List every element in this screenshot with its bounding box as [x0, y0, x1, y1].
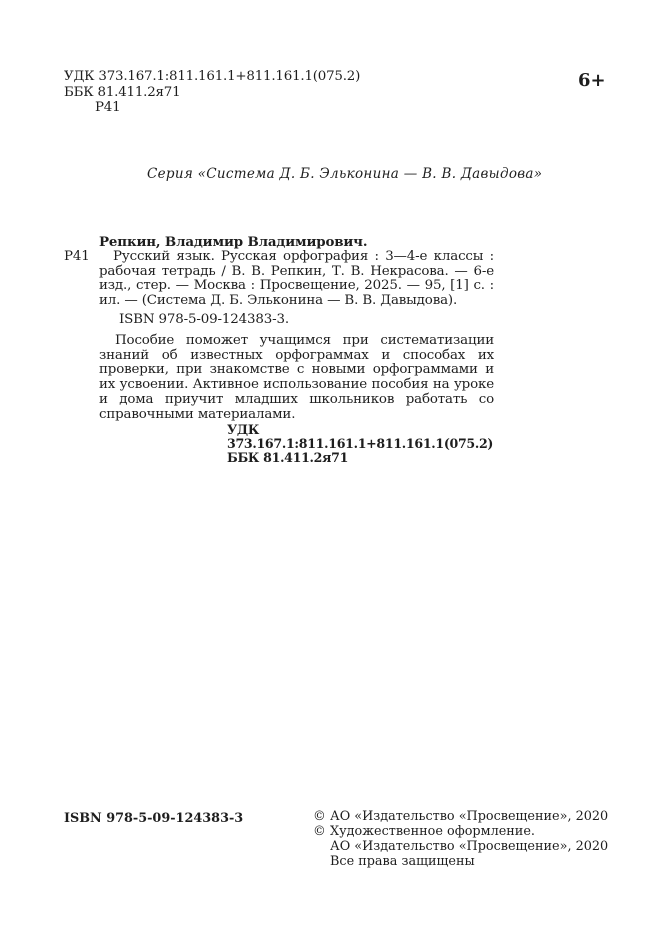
classification-codes: [64, 69, 360, 116]
copyright-icon: ©: [313, 824, 326, 839]
author-mark: Р41: [95, 100, 121, 115]
copyright-design-publisher: АО «Издательство «Просвещение», 2020: [330, 839, 609, 854]
entry-description: Русский язык. Русская орфография : 3—4-е классы : рабочая тетрадь / В. В. Репкин, Т. В. Некрасова. — 6-е изд., стер. — Москва : Просвещение, 2025. — 95, [1] с. : ил. — (Система Д. Б. Эльконина — В. В. Давыдова).: [99, 248, 494, 309]
udk-code: УДК 373.167.1:811.161.1+811.161.1(075.2): [64, 69, 361, 84]
udk-bbk-block: [64, 423, 494, 465]
bbk-code-bottom: ББК 81.411.2я71: [227, 449, 349, 465]
copyright-design: Художественное оформление.: [330, 824, 535, 839]
bibliographic-record: [64, 235, 494, 465]
annotation: Пособие поможет учащимся при систематизации знаний об известных орфограммах и способах их проверки, при знакомстве с новыми орфограммами и их усвоении. Активное использование пособия на уроке и дома приучит младших школьников работать со справочными материалами.: [99, 332, 494, 422]
age-rating: 6+: [578, 70, 606, 91]
bbk-code: ББК 81.411.2я71: [64, 84, 181, 100]
copyright-icon: ©: [313, 809, 326, 824]
isbn-record: ISBN 978-5-09-124383-3.: [119, 311, 289, 327]
rights-reserved: Все права защищены: [330, 854, 475, 869]
copyright-block: [313, 809, 608, 869]
udk-code-bottom: УДК 373.167.1:811.161.1+811.161.1(075.2): [227, 421, 494, 451]
copyright-publisher: АО «Издательство «Просвещение», 2020: [330, 809, 609, 824]
entry-index: Р41: [64, 248, 90, 264]
author-name: Репкин, Владимир Владимирович.: [99, 234, 368, 250]
bibliographic-entry: [64, 250, 494, 309]
isbn-footer: ISBN 978-5-09-124383-3: [64, 811, 244, 826]
series-title: Серия «Система Д. Б. Эльконина — В. В. Давыдова»: [147, 166, 543, 182]
